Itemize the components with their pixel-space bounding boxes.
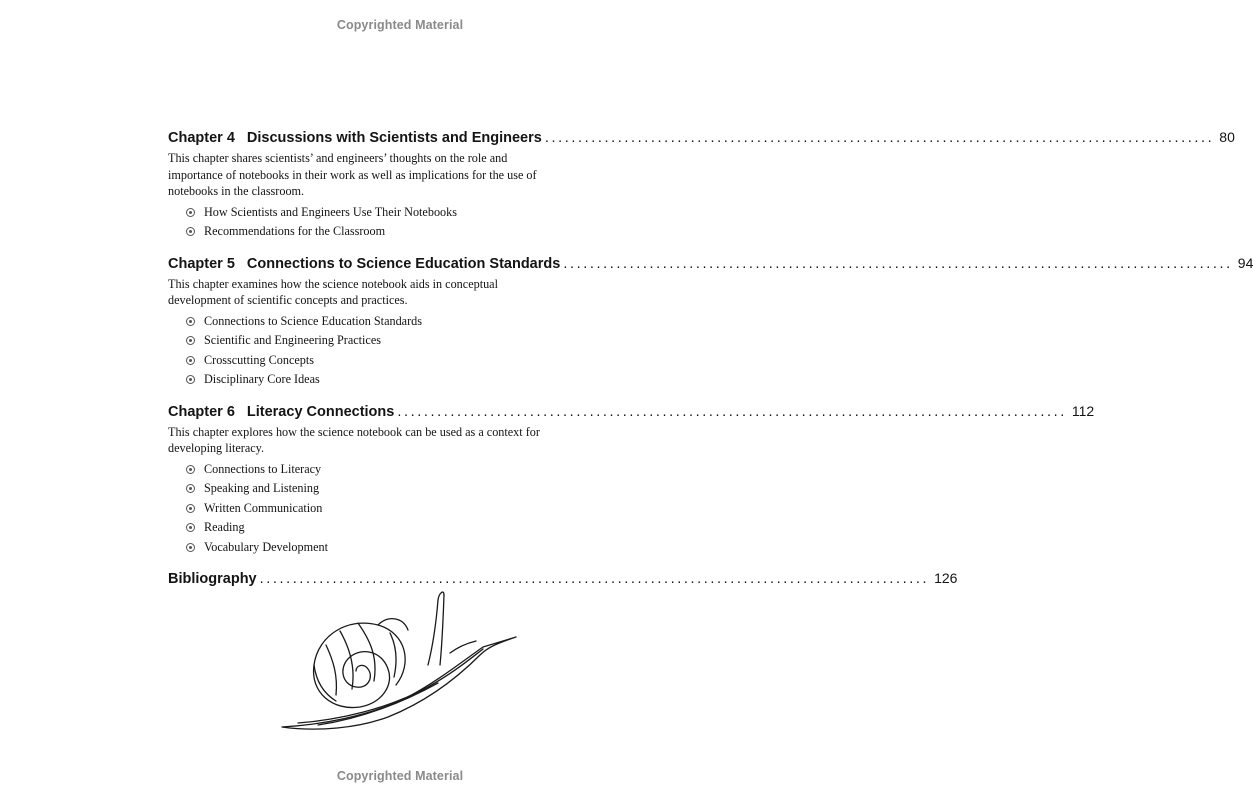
- circled-dot-bullet-icon: [186, 317, 195, 326]
- snail-illustration-icon: [278, 585, 523, 735]
- circled-dot-bullet-icon: [186, 356, 195, 365]
- chapter-description: This chapter shares scientists’ and engineers’ thoughts on the role and importance of notebooks in their work as well as implications for the use of notebooks in the classroom.: [168, 151, 537, 198]
- section-title: Recommendations for the Classroom: [204, 224, 386, 238]
- circled-dot-bullet-icon: [186, 375, 195, 384]
- list-item: [186, 370, 632, 390]
- list-item: [186, 460, 632, 480]
- toc-entry-heading[interactable]: [168, 253, 1253, 274]
- circled-dot-bullet-icon: [186, 208, 195, 217]
- list-item: [186, 312, 632, 332]
- section-list: [168, 312, 632, 390]
- circled-dot-bullet-icon: [186, 484, 195, 493]
- circled-dot-bullet-icon: [186, 465, 195, 474]
- list-item: [186, 351, 632, 371]
- section-title: Scientific and Engineering Practices: [204, 333, 381, 347]
- list-item: [186, 499, 632, 519]
- circled-dot-bullet-icon: [186, 523, 195, 532]
- dot-leader: .....................................................................................................: [259, 571, 930, 587]
- page-number: 94: [1237, 254, 1253, 271]
- chapter-label: Chapter 4: [168, 130, 235, 146]
- toc-entry-heading[interactable]: [168, 401, 1095, 422]
- page-number: 80: [1219, 129, 1235, 145]
- section-title: How Scientists and Engineers Use Their Notebooks: [204, 204, 457, 219]
- toc-entry-chapter-4: [168, 127, 1235, 242]
- list-item: [186, 518, 632, 538]
- section-title: Speaking and Listening: [204, 481, 320, 495]
- section-list: [168, 203, 632, 242]
- chapter-label: Chapter 6: [168, 403, 235, 420]
- copyright-watermark-bottom: Copyrighted Material: [336, 769, 464, 783]
- circled-dot-bullet-icon: [186, 504, 195, 513]
- bibliography-label: Bibliography: [168, 571, 257, 587]
- section-title: Written Communication: [204, 500, 323, 515]
- chapter-label: Chapter 5: [168, 255, 235, 272]
- section-title: Connections to Literacy: [204, 461, 322, 476]
- dot-leader: .....................................................................................................: [563, 255, 1233, 272]
- circled-dot-bullet-icon: [186, 336, 195, 345]
- copyright-watermark-top: Copyrighted Material: [336, 18, 464, 32]
- chapter-description: This chapter examines how the science notebook aids in conceptual development of scientific concepts and practices.: [168, 276, 498, 307]
- section-title: Reading: [204, 520, 245, 534]
- page-number: 126: [934, 570, 958, 586]
- chapter-title: Connections to Science Education Standards: [246, 255, 561, 272]
- section-title: Crosscutting Concepts: [204, 352, 315, 367]
- dot-leader: .....................................................................................................: [397, 403, 1067, 420]
- chapter-title: Literacy Connections: [246, 403, 395, 420]
- section-title: Disciplinary Core Ideas: [204, 372, 320, 386]
- dot-leader: .....................................................................................................: [544, 130, 1215, 146]
- toc-entry-chapter-6: [168, 401, 1095, 558]
- page-number: 112: [1071, 402, 1095, 419]
- toc-entry-heading[interactable]: [168, 127, 1235, 148]
- table-of-contents: [168, 127, 1253, 600]
- circled-dot-bullet-icon: [186, 543, 195, 552]
- list-item: [186, 538, 632, 558]
- toc-entry-chapter-5: [168, 253, 1253, 390]
- list-item: [186, 479, 632, 499]
- section-title: Vocabulary Development: [204, 539, 328, 554]
- circled-dot-bullet-icon: [186, 227, 195, 236]
- list-item: [186, 222, 632, 242]
- chapter-description: This chapter explores how the science notebook can be used as a context for developing literacy.: [168, 424, 540, 455]
- list-item: [186, 203, 632, 223]
- section-list: [168, 460, 632, 558]
- list-item: [186, 331, 632, 351]
- chapter-title: Discussions with Scientists and Engineers: [246, 130, 542, 146]
- section-title: Connections to Science Education Standards: [204, 313, 422, 328]
